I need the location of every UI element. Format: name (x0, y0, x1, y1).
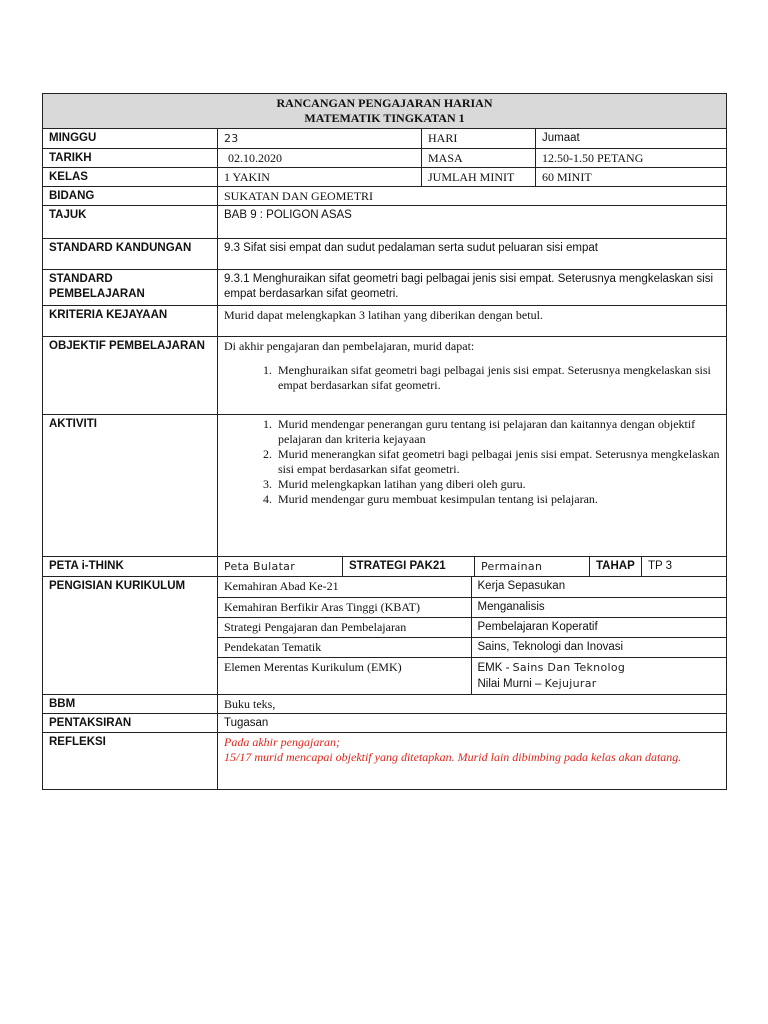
list-item: 1. Menghuraikan sifat geometri bagi pelbagai jenis sisi empat. Seterusnya mengkelaskan sisi empat berdasarkan sifat geometri. (275, 363, 720, 393)
kurikulum-subtable (218, 577, 726, 694)
bidang-label: BIDANG (43, 187, 218, 206)
masa-value: 12.50-1.50 PETANG (536, 149, 727, 168)
aktiviti-content (218, 415, 727, 557)
kurikulum-content (218, 577, 727, 695)
minggu-label: MINGGU (43, 129, 218, 149)
kurikulum-item-left: Strategi Pengajaran dan Pembelajaran (218, 617, 471, 637)
pentaksiran-label: PENTAKSIRAN (43, 713, 218, 732)
emk-prefix: EMK - (477, 661, 513, 674)
bidang-value: SUKATAN DAN GEOMETRI (218, 187, 727, 206)
strategi-value: Permainan (475, 557, 590, 577)
table-row (218, 617, 726, 637)
jumlah-minit-label: JUMLAH MINIT (422, 168, 536, 187)
kurikulum-item-right: Menganalisis (471, 597, 726, 617)
bbm-label: BBM (43, 694, 218, 713)
aktiviti-list (224, 417, 720, 507)
header-subtitle: MATEMATIK TINGKATAN 1 (304, 111, 465, 125)
objektif-content (218, 337, 727, 415)
refleksi-line-2: 15/17 murid mencapai objektif yang ditetapkan. Murid lain dibimbing pada kelas akan datang. (224, 749, 682, 764)
bbm-value: Buku teks, (218, 694, 727, 713)
lesson-plan-table (42, 93, 727, 790)
kriteria-kejayaan-label: KRITERIA KEJAYAAN (43, 306, 218, 337)
tahap-value: TP 3 (642, 557, 727, 577)
kelas-value: 1 YAKIN (218, 168, 422, 187)
emk-value: Sains Dan Teknolog (512, 660, 626, 674)
refleksi-content (218, 732, 727, 789)
minggu-value: 23 (218, 129, 422, 149)
kurikulum-item-right: Kerja Sepasukan (471, 577, 726, 597)
objektif-intro: Di akhir pengajaran dan pembelajaran, murid dapat: (224, 339, 475, 353)
tarikh-label: TARIKH (43, 149, 218, 168)
tahap-label: TAHAP (590, 557, 642, 577)
table-row (218, 597, 726, 617)
nilai-murni-value: Kejujurar (544, 676, 597, 690)
kurikulum-item-left: Pendekatan Tematik (218, 637, 471, 657)
kriteria-kejayaan-value: Murid dapat melengkapkan 3 latihan yang diberikan dengan betul. (218, 306, 727, 337)
standard-pembelajaran-label: STANDARD PEMBELAJARAN (43, 270, 218, 306)
lesson-plan-document (42, 93, 726, 790)
standard-pembelajaran-value: 9.3.1 Menghuraikan sifat geometri bagi pelbagai jenis sisi empat. Seterusnya mengkelaskan sisi empat berdasarkan sifat geometri. (218, 270, 727, 306)
emk-right (471, 657, 726, 694)
refleksi-line-1: Pada akhir pengajaran; (224, 734, 340, 749)
nilai-murni-prefix: Nilai Murni – (477, 677, 545, 690)
list-item: 3. Murid melengkapkan latihan yang diberi oleh guru. (275, 477, 720, 492)
strategi-label: STRATEGI PAK21 (343, 557, 475, 577)
tajuk-value: BAB 9 : POLIGON ASAS (218, 206, 727, 239)
kurikulum-item-right: Sains, Teknologi dan Inovasi (471, 637, 726, 657)
objektif-label: OBJEKTIF PEMBELAJARAN (43, 337, 218, 415)
tarikh-value: 02.10.2020 (218, 149, 422, 168)
table-row (218, 577, 726, 597)
standard-kandungan-label: STANDARD KANDUNGAN (43, 239, 218, 270)
list-item: 1. Murid mendengar penerangan guru tentang isi pelajaran dan kaitannya dengan objektif pelajaran dan kriteria kejayaan (275, 417, 720, 447)
jumlah-minit-value: 60 MINIT (536, 168, 727, 187)
peta-label: PETA i-THINK (43, 557, 218, 577)
list-item: 4. Murid mendengar guru membuat kesimpulan tentang isi pelajaran. (275, 492, 720, 507)
kurikulum-item-left: Kemahiran Berfikir Aras Tinggi (KBAT) (218, 597, 471, 617)
aktiviti-label: AKTIVITI (43, 415, 218, 557)
document-header (43, 94, 727, 129)
objektif-list (224, 363, 720, 393)
list-item: 2. Murid menerangkan sifat geometri bagi pelbagai jenis sisi empat. Seterusnya mengkelaskan sisi empat berdasarkan sifat geometri. (275, 447, 720, 477)
tajuk-label: TAJUK (43, 206, 218, 239)
table-row (218, 637, 726, 657)
kurikulum-item-left: Kemahiran Abad Ke-21 (218, 577, 471, 597)
standard-kandungan-value: 9.3 Sifat sisi empat dan sudut pedalaman serta sudut peluaran sisi empat (218, 239, 727, 270)
kelas-label: KELAS (43, 168, 218, 187)
kurikulum-item-right: Pembelajaran Koperatif (471, 617, 726, 637)
hari-label: HARI (422, 129, 536, 149)
peta-value: Peta Bulatar (218, 557, 343, 577)
pentaksiran-value: Tugasan (218, 713, 727, 732)
refleksi-label: REFLEKSI (43, 732, 218, 789)
emk-left: Elemen Merentas Kurikulum (EMK) (218, 657, 471, 694)
masa-label: MASA (422, 149, 536, 168)
table-row (218, 657, 726, 694)
hari-value: Jumaat (536, 129, 727, 149)
header-title: RANCANGAN PENGAJARAN HARIAN (276, 96, 493, 110)
kurikulum-label: PENGISIAN KURIKULUM (43, 577, 218, 695)
